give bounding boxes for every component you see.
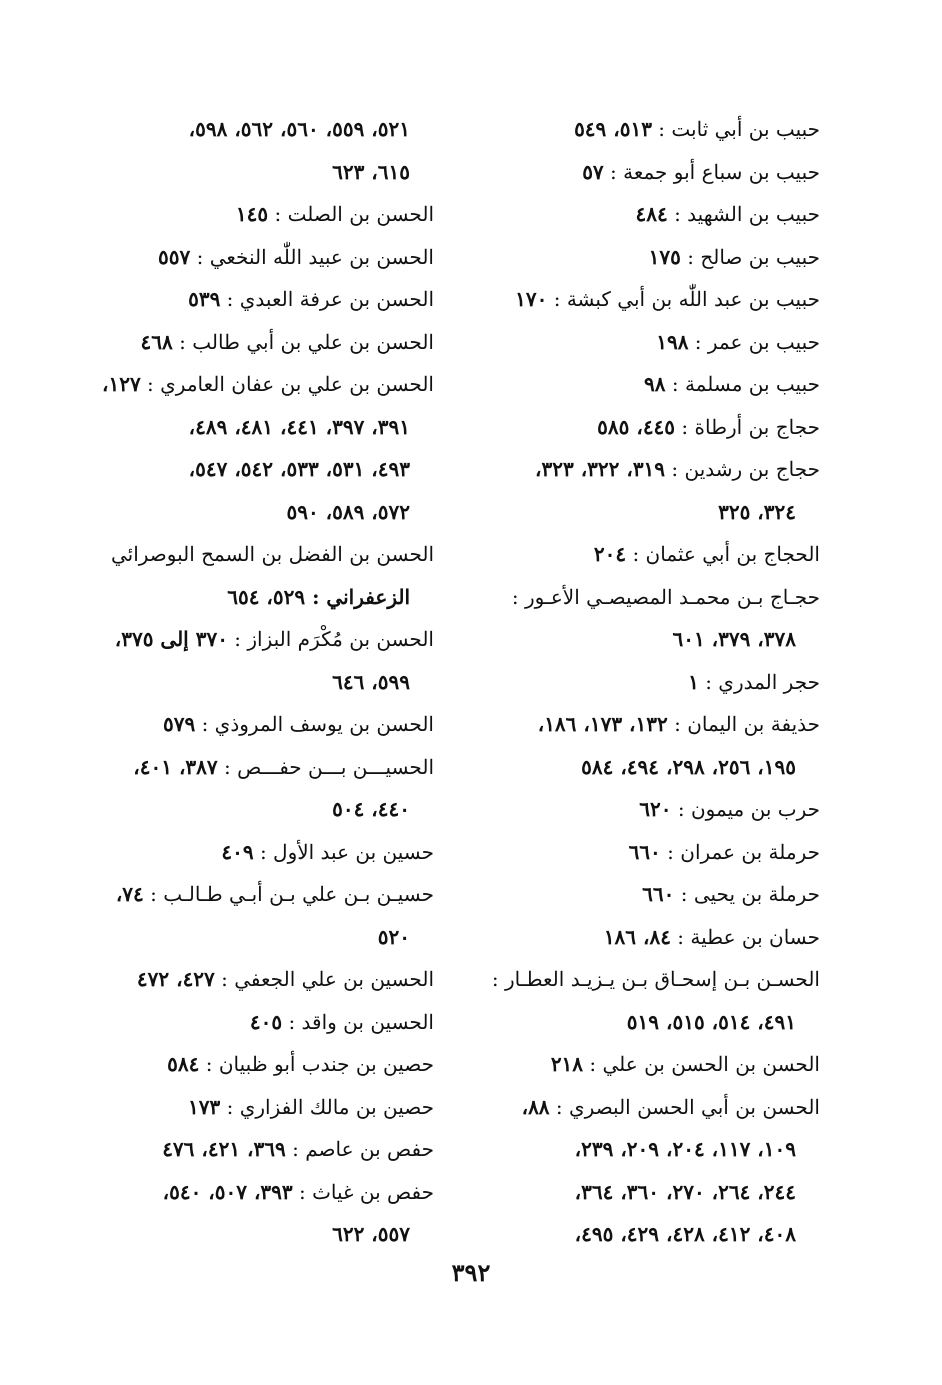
entry-name: حبيب بن سباع أبو جمعة :: [603, 159, 820, 184]
entry-name: الحسن بن الحسن بن علي :: [583, 1052, 820, 1076]
entry-name: حصين بن مالك الفزاري :: [220, 1094, 434, 1119]
entry-continuation: ١٠٩، ١١٧، ٢٠٤، ٢٠٩، ٢٣٩،: [574, 1137, 796, 1161]
entry-continuation: ٤٩١، ٥١٤، ٥١٥، ٥١٩: [626, 1009, 796, 1034]
index-entry: [94, 1043, 434, 1086]
index-entry: [468, 873, 820, 916]
entry-name: حبيب بن مسلمة :: [665, 372, 820, 396]
entry-name: الحسين بن واقد :: [282, 1009, 434, 1034]
entry-name: حرب بن ميمون :: [671, 797, 820, 821]
entry-pages: ٥١٣، ٥٤٩: [574, 117, 652, 141]
entry-name: حجاج بن رشدين :: [665, 457, 820, 481]
entry-pages: ١٢٧،: [101, 372, 141, 396]
entry-name: الحسـن بـن إسحـاق بـن يـزيـد العطـار :: [491, 967, 820, 991]
entry-continuation: ٥٢١، ٥٥٩، ٥٦٠، ٥٦٢، ٥٩٨،: [188, 117, 410, 141]
index-entry: [94, 873, 434, 916]
index-entry: [94, 1128, 434, 1171]
entry-continuation: ٤٩٣، ٥٣١، ٥٣٣، ٥٤٢، ٥٤٧،: [188, 457, 410, 481]
index-entry: [94, 363, 434, 406]
index-entry: [468, 576, 820, 619]
entry-pages: ٦٦٠: [628, 839, 661, 864]
entry-continuation: ٣٧٨، ٣٧٩، ٦٠١: [672, 627, 796, 651]
index-entry: [94, 1086, 434, 1129]
entry-continuation: ٤٤٠، ٥٠٤: [332, 797, 410, 821]
entry-pages: ١٧٣: [188, 1094, 221, 1119]
entry-pages: ١٣٢، ١٧٣، ١٨٦،: [537, 712, 668, 736]
entry-pages: ٥٥٧: [158, 244, 191, 269]
entry-name: حرملة بن عمران :: [660, 839, 820, 864]
page-number: ٣٩٢: [451, 1258, 491, 1287]
index-entry: [468, 533, 820, 576]
index-entry: [94, 193, 434, 236]
index-entry: [94, 618, 434, 661]
index-entry: [468, 193, 820, 236]
entry-pages: ١٤٥: [235, 202, 269, 226]
entry-name: حفص بن عاصم :: [285, 1137, 434, 1161]
entry-pages: ١: [688, 669, 699, 694]
right-column: [468, 108, 820, 1256]
entry-name: حسان بن عطية :: [670, 924, 820, 949]
entry-continuation: ٥٧٢، ٥٨٩، ٥٩٠: [286, 499, 410, 524]
index-entry: [468, 236, 820, 279]
entry-pages: ١٧٠: [515, 287, 548, 311]
entry-pages: ٧٤،: [115, 882, 144, 906]
entry-name: الحسن بن أبي الحسن البصري :: [549, 1094, 820, 1119]
entry-name: حبيب بن أبي ثابت :: [651, 117, 820, 141]
entry-name: الحسن بن مُكْرَم البزاز :: [227, 627, 434, 651]
entry-name: الحسن بن عرفة العبدي :: [220, 287, 434, 311]
index-entry: [94, 1171, 434, 1214]
index-entry: [468, 916, 820, 959]
entry-name: الحسن بن يوسف المروذي :: [195, 712, 434, 736]
left-column: [94, 108, 434, 1256]
index-entry: [94, 533, 434, 576]
index-entry: [94, 831, 434, 874]
entry-pages: ٤٢٧، ٤٧٢: [136, 967, 215, 991]
index-entry: [468, 448, 820, 491]
entry-name: حفص بن غياث :: [292, 1179, 434, 1204]
entry-continuation: ٣٢٤، ٣٢٥: [718, 499, 796, 524]
index-entry: [94, 746, 434, 789]
index-entry: [468, 831, 820, 874]
index-entry: [468, 1086, 820, 1129]
entry-name: حسيـن بـن علي بـن أبـي طـالـب :: [143, 882, 434, 906]
entry-name: الحسن بن الفضل بن السمح البوصرائي: [110, 542, 434, 566]
entry-pages: ٤٨٤: [635, 202, 668, 226]
entry-name: الحسن بن الصلت :: [268, 202, 434, 226]
entry-name: حبيب بن صالح :: [680, 244, 820, 269]
index-entry: [94, 1001, 434, 1044]
entry-continuation: ٢٤٤، ٢٦٤، ٢٧٠، ٣٦٠، ٣٦٤،: [574, 1179, 796, 1204]
entry-pages: ١٩٨: [656, 329, 689, 354]
index-entry: [468, 278, 820, 321]
index-entry: [468, 661, 820, 704]
entry-pages: ٥٨٤: [167, 1052, 200, 1076]
entry-pages: ٥٧٩: [162, 712, 196, 736]
entry-continuation: ٦١٥، ٦٢٣: [332, 159, 410, 184]
entry-pages: ٨٨،: [521, 1094, 550, 1119]
index-entry: [468, 788, 820, 831]
entry-pages: ٦٢٠: [639, 797, 672, 821]
index-entry: [94, 321, 434, 364]
entry-pages: ٣٧٠ إلى ٣٧٥،: [114, 627, 228, 651]
entry-name: الحجاج بن أبي عثمان :: [626, 542, 820, 566]
entry-name: حبيب بن عمر :: [688, 329, 820, 354]
entry-pages: ٢١٨: [550, 1052, 584, 1076]
entry-pages: ٤٤٥، ٥٨٥: [597, 414, 676, 439]
entry-name: الحسن بن عبيد اللّٰه النخعي :: [190, 244, 434, 269]
index-entry: [94, 278, 434, 321]
entry-name: حصين بن جندب أبو ظبيان :: [199, 1052, 434, 1076]
entry-pages: ٣٨٧، ٤٠١،: [133, 754, 218, 779]
entry-name: حجـاج بـن محمـد المصيصـي الأعـور :: [511, 584, 820, 609]
entry-pages: ٨٤، ١٨٦: [603, 924, 671, 949]
entry-continuation: ٤٠٨، ٤١٢، ٤٢٨، ٤٢٩، ٤٩٥،: [574, 1222, 796, 1246]
index-entry: [468, 406, 820, 449]
entry-pages: ٩٨: [644, 372, 666, 396]
entry-pages: ٥٧: [582, 159, 604, 184]
entry-pages: ٥٣٩: [188, 287, 221, 311]
index-entry: [94, 703, 434, 746]
entry-name: حرملة بن يحيى :: [674, 882, 820, 906]
entry-name: حبيب بن الشهيد :: [667, 202, 820, 226]
entry-name: الحسين بن علي الجعفي :: [214, 967, 434, 991]
entry-name: الحسن بن علي بن عفان العامري :: [140, 372, 434, 396]
entry-name: الحسيـــن بـــن حفـــص :: [217, 754, 434, 779]
index-entry: [468, 151, 820, 194]
entry-pages: ٤٠٩: [221, 839, 254, 864]
entry-name: الحسن بن علي بن أبي طالب :: [172, 329, 434, 354]
index-entry: [94, 236, 434, 279]
entry-pages: ٣٩٣، ٥٠٧، ٥٤٠،: [162, 1179, 293, 1204]
entry-name: حجاج بن أرطاة :: [675, 414, 820, 439]
entry-continuation: ٥٥٧، ٦٢٢: [332, 1222, 410, 1246]
entry-name: حبيب بن عبد اللّٰه بن أبي كبشة :: [547, 287, 820, 311]
index-entry: [94, 958, 434, 1001]
entry-continuation: الزعفراني : ٥٢٩، ٦٥٤: [227, 584, 410, 609]
entry-name: حسين بن عبد الأول :: [253, 839, 434, 864]
index-entry: [468, 703, 820, 746]
index-entry: [468, 958, 820, 1001]
entry-continuation: ٥٢٠: [377, 924, 410, 949]
entry-continuation: ٥٩٩، ٦٤٦: [332, 669, 410, 694]
entry-continuation: ١٩٥، ٢٥٦، ٢٩٨، ٤٩٤، ٥٨٤: [581, 754, 796, 779]
entry-name: حجر المدري :: [698, 669, 820, 694]
index-entry: [468, 108, 820, 151]
entry-pages: ٤٠٥: [249, 1009, 283, 1034]
entry-pages: ٢٠٤: [593, 542, 627, 566]
entry-continuation: ٣٩١، ٣٩٧، ٤٤١، ٤٨١، ٤٨٩،: [188, 414, 410, 439]
index-entry: [468, 321, 820, 364]
entry-name: حذيفة بن اليمان :: [667, 712, 820, 736]
entry-pages: ١٧٥: [648, 244, 681, 269]
entry-pages: ٤٦٨: [140, 329, 173, 354]
index-entry: [468, 363, 820, 406]
index-entry: [468, 1043, 820, 1086]
entry-pages: ٣٦٩، ٤٢١، ٤٧٦: [162, 1137, 286, 1161]
entry-pages: ٣١٩، ٣٢٢، ٣٢٣،: [535, 457, 666, 481]
entry-pages: ٦٦٠: [642, 882, 675, 906]
